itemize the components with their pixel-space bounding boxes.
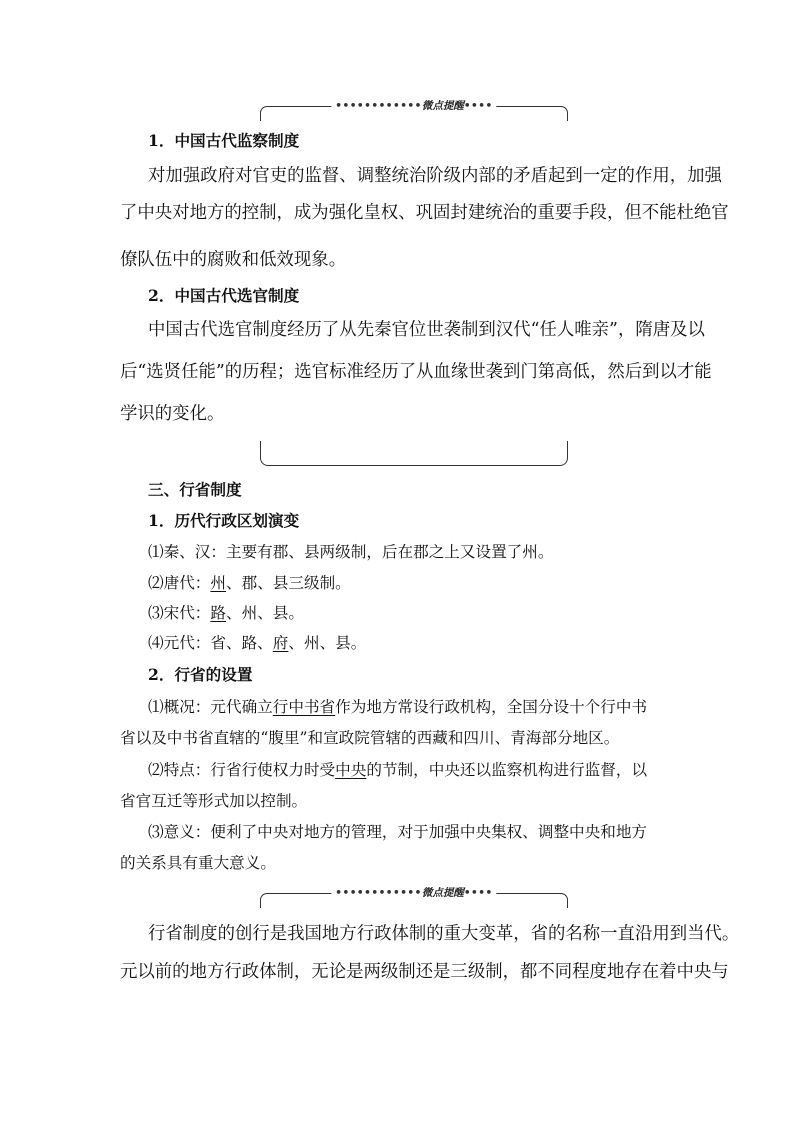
list-item: ⑶宋代：路、州、县。 (148, 604, 304, 622)
tip-dots-left: •••••••••••• (335, 100, 422, 112)
paragraph-line: 后“选贤任能”的历程；选官标准经历了从血缘世袭到门第高低，然后到以才能 (120, 362, 712, 382)
section-title: 三、行省制度 (148, 480, 242, 499)
heading-supervision: 1．中国古代监察制度 (148, 131, 300, 150)
list-item-cont: 省官互迁等形式加以控制。 (120, 792, 308, 810)
list-item: ⑵特点：行省行使权力时受中央的节制，中央还以监察机构进行监督，以 (148, 761, 648, 779)
list-item: ⑷元代：省、路、府、州、县。 (148, 634, 367, 652)
tip-dots-left: •••••••••••• (335, 887, 422, 899)
tip-label: ••••••••••••微点提醒•••• (331, 98, 496, 114)
subheading-evolution: 1．历代行政区划演变 (148, 511, 300, 530)
list-item: ⑵唐代：州、郡、县三级制。 (148, 574, 351, 592)
list-item: ⑴秦、汉：主要有郡、县两级制，后在郡之上又设置了州。 (148, 543, 554, 561)
paragraph-line: 中国古代选官制度经历了从先秦官位世袭制到汉代“任人唯亲”，隋唐及以 (148, 320, 705, 340)
heading-selection: 2．中国古代选官制度 (148, 286, 300, 305)
paragraph-line: 学识的变化。 (120, 404, 225, 424)
list-item-cont: 的关系具有重大意义。 (120, 854, 276, 872)
paragraph-line: 行省制度的创行是我国地方行政体制的重大变革，省的名称一直沿用到当代。 (148, 924, 740, 944)
tip-label: ••••••••••••微点提醒•••• (331, 885, 496, 901)
paragraph-line: 元以前的地方行政体制，无论是两级制还是三级制，都不同程度地存在着中央与 (120, 962, 729, 982)
subheading-setup: 2．行省的设置 (148, 665, 253, 684)
list-item: ⑶意义：便利了中央对地方的管理，对于加强中央集权、调整中央和地方 (148, 823, 648, 841)
tip-dots-right: •••• (463, 887, 493, 899)
list-item: ⑴概况：元代确立行中书省作为地方常设行政机构，全国分设十个行中书 (148, 698, 648, 716)
tip-dots-right: •••• (463, 100, 493, 112)
paragraph-line: 僚队伍中的腐败和低效现象。 (120, 250, 347, 270)
paragraph-line: 了中央对地方的控制，成为强化皇权、巩固封建统治的重要手段，但不能杜绝官 (120, 203, 729, 223)
tip-box-top (260, 887, 568, 908)
paragraph-line: 对加强政府对官吏的监督、调整统治阶级内部的矛盾起到一定的作用，加强 (148, 166, 722, 186)
tip-box-top (260, 100, 568, 121)
list-item-cont: 省以及中书省直辖的“腹里”和宣政院管辖的西藏和四川、青海部分地区。 (120, 729, 620, 747)
tip-box-bottom (260, 441, 568, 466)
